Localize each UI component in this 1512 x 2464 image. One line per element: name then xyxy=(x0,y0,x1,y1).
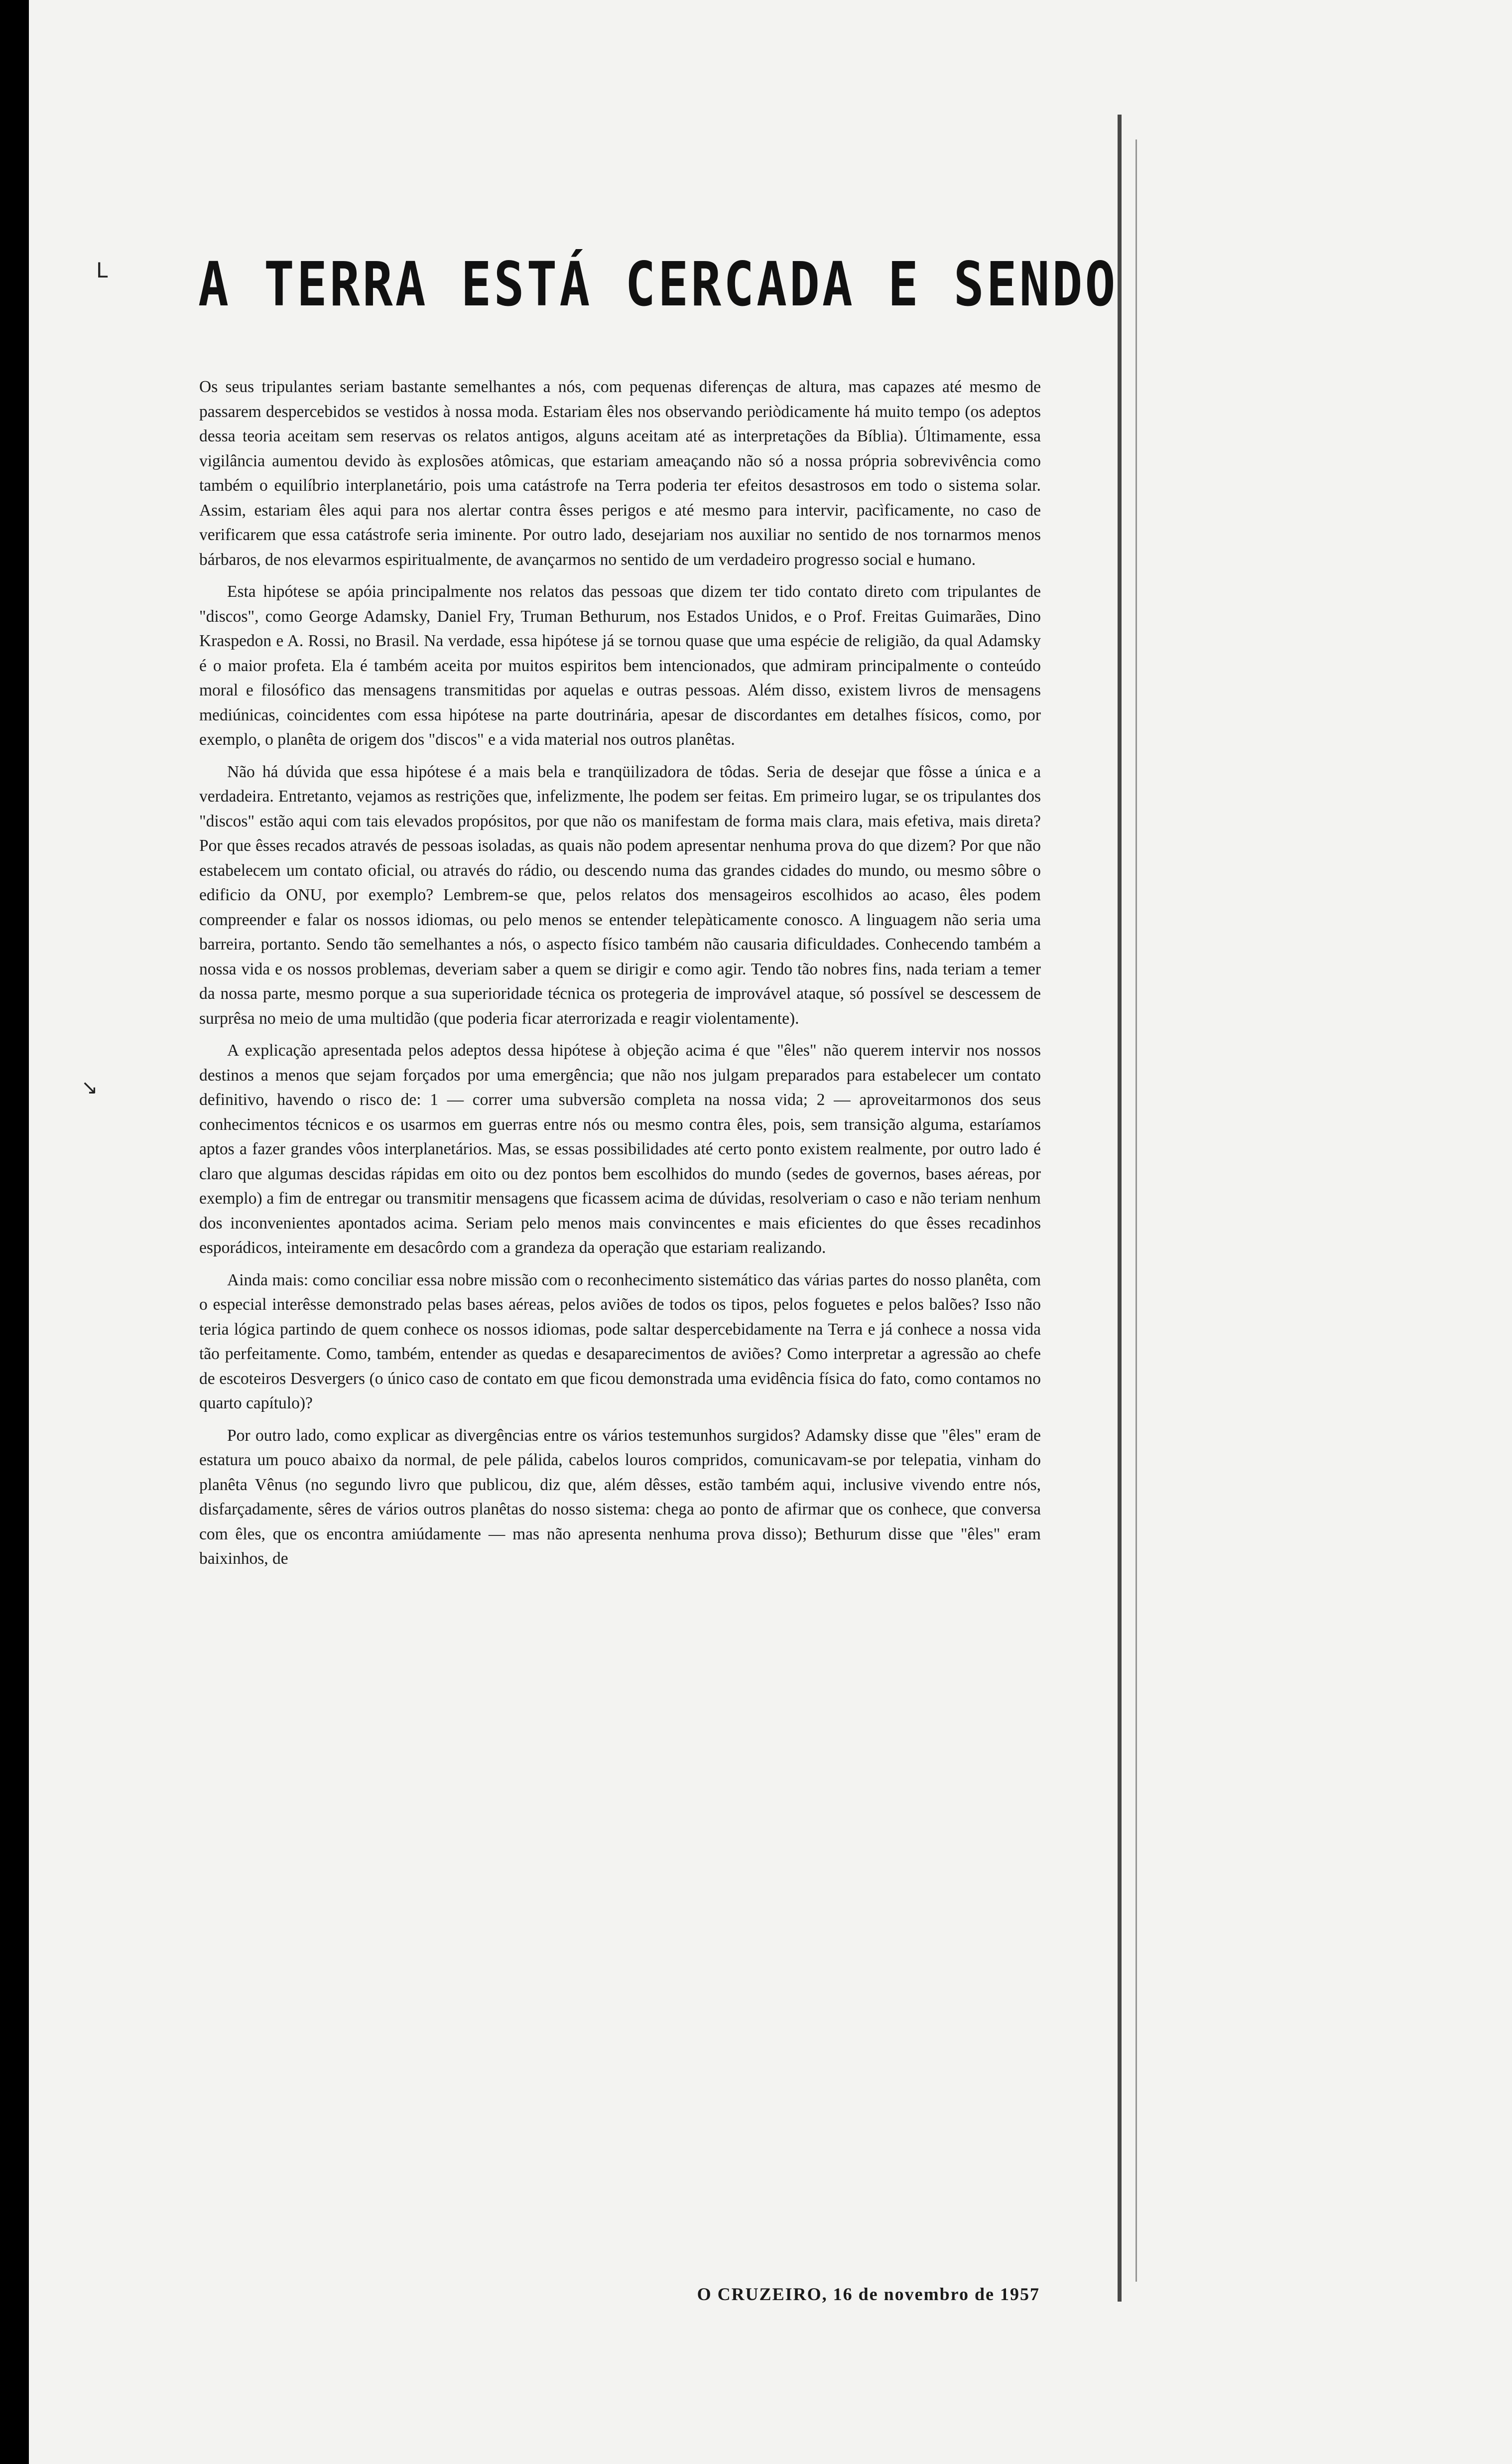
paragraph-3: Não há dúvida que essa hipótese é a mais bela e tranqüilizadora de tôdas. Seria de desejar que fôsse a única e a verdadeira. Entretanto, vejamos as restrições que, infelizmente, lhe podem ser feitas. Em primeiro lugar, se os tripulantes dos "discos" estão aqui com tais elevados propósitos, por que não os manifestam de forma mais clara, mais efetiva, mais direta? Por que êsses recados através de pessoas isoladas, as quais não podem apresentar nenhuma prova do que dizem? Por que não estabelecem um contato oficial, ou através do rádio, ou descendo numa das grandes cidades do mundo, ou mesmo sôbre o edificio da ONU, por exemplo? Lembrem-se que, pelos relatos dos mensageiros escolhidos ao acaso, êles podem compreender e falar os nossos idiomas, ou pelo menos se entender telepàticamente conosco. A linguagem não seria uma barreira, portanto. Sendo tão semelhantes a nós, o aspecto físico também não causaria dificuldades. Conhecendo também a nossa vida e os nossos problemas, deveriam saber a quem se dirigir e como agir. Tendo tão nobres fins, nada teriam a temer da nossa parte, mesmo porque a sua superioridade técnica os protegeria de improvável ataque, só possível se descessem de surprêsa no meio de uma multidão (que poderia ficar aterrorizada e reagir violentamente). xyxy=(199,762,1041,1028)
paragraph-2: Esta hipótese se apóia principalmente nos relatos das pessoas que dizem ter tido contato direto com tripulantes de "discos", como George Adamsky, Daniel Fry, Truman Bethurum, nos Estados Unidos, e o Prof. Freitas Guimarães, Dino Kraspedon e A. Rossi, no Brasil. Na verdade, essa hipótese já se tornou quase que uma espécie de religião, da qual Adamsky é o maior profeta. Ela é também aceita por muitos espiritos bem intencionados, que admiram principalmente o conteúdo moral e filosófico das mensagens transmitidas por aquelas e outras pessoas. Além disso, existem livros de mensagens mediúnicas, coincidentes com essa hipótese na parte doutrinária, apesar de discordantes em detalhes físicos, como, por exemplo, o planêta de origem dos "discos" e a vida material nos outros planêtas. xyxy=(199,582,1041,749)
article-body xyxy=(199,375,1041,1579)
paragraph-4: A explicação apresentada pelos adeptos dessa hipótese à objeção acima é que "êles" não querem intervir nos nossos destinos a menos que sejam forçados por uma emergência; que não nos julgam preparados para estabelecer um contato definitivo, havendo o risco de: 1 — correr uma subversão completa na nossa vida; 2 — aproveitarmonos dos seus conhecimentos técnicos e os usarmos em guerras entre nós ou mesmo contra êles, pois, sem transição alguma, estaríamos aptos a fazer grandes vôos interplanetários. Mas, se essas possibilidades até certo ponto existem realmente, por outro lado é claro que algumas descidas rápidas em oito ou dez pontos bem escolhidos do mundo (sedes de governos, bases aéreas, por exemplo) a fim de entregar ou transmitir mensagens que ficassem acima de dúvidas, resolveriam o caso e não teriam nenhum dos inconvenientes apontados acima. Seriam pelo menos mais convincentes e mais eficientes do que êsses recadinhos esporádicos, inteiramente em desacôrdo com a grandeza da operação que estariam realizando. xyxy=(199,1041,1041,1257)
publication-credit: O CRUZEIRO, 16 de novembro de 1957 xyxy=(697,2284,1040,2304)
margin-letter-mark: L xyxy=(96,258,108,282)
paragraph-1: Os seus tripulantes seriam bastante semelhantes a nós, com pequenas diferenças de altura, mas capazes até mesmo de passarem despercebidos se vestidos à nossa moda. Estariam êles nos observando periòdicamente há muito tempo (os adeptos dessa teoria aceitam sem reservas os relatos antigos, alguns aceitam até as interpretações da Bíblia). Últimamente, essa vigilância aumentou devido às explosões atômicas, que estariam ameaçando não só a nossa própria sobrevivência como também o equilíbrio interplanetário, pois uma catástrofe na Terra poderia ter efeitos desastrosos em todo o sistema solar. Assim, estariam êles aqui para nos alertar contra êsses perigos e até mesmo para intervir, pacìficamente, no caso de verificarem que essa catástrofe seria iminente. Por outro lado, desejariam nos auxiliar no sentido de nos tornarmos menos bárbaros, de nos elevarmos espiritualmente, de avançarmos no sentido de um verdadeiro progresso social e humano. xyxy=(199,378,1041,569)
page-edge-rule xyxy=(1118,115,1122,2302)
article-headline: A TERRA ESTÁ CERCADA E SENDO xyxy=(198,249,1118,320)
paragraph-6: Por outro lado, como explicar as divergências entre os vários testemunhos surgidos? Adamsky disse que "êles" eram de estatura um pouco abaixo da normal, de pele pálida, cabelos louros compridos, comunicavam-se por telepatia, vinham do planêta Vênus (no segundo livro que publicou, diz que, além dêsses, estão também aqui, inclusive vivendo entre nós, disfarçadamente, sêres de vários outros planêtas do nosso sistema: chega ao ponto de afirmar que os conhece, que conversa com êles, que os encontra amiúdamente — mas não apresenta nenhuma prova disso); Bethurum disse que "êles" eram baixinhos, de xyxy=(199,1426,1041,1568)
page-edge-rule-secondary xyxy=(1135,139,1137,2282)
newspaper-page xyxy=(29,0,1512,2464)
paragraph-5: Ainda mais: como conciliar essa nobre missão com o reconhecimento sistemático das várias partes do nosso planêta, com o especial interêsse demonstrado pelas bases aéreas, pelos aviões de todos os tipos, pelos foguetes e pelos balões? Isso não teria lógica partindo de quem conhece os nossos idiomas, pode saltar despercebidamente na Terra e já conhece a nossa vida tão perfeitamente. Como, também, entender as quedas e desaparecimentos de aviões? Como interpretar a agressão ao chefe de escoteiros Desvergers (o único caso de contato em que ficou demonstrada uma evidência física do fato, como contamos no quarto capítulo)? xyxy=(199,1270,1041,1412)
margin-arrow-mark: ↘ xyxy=(81,1076,98,1099)
